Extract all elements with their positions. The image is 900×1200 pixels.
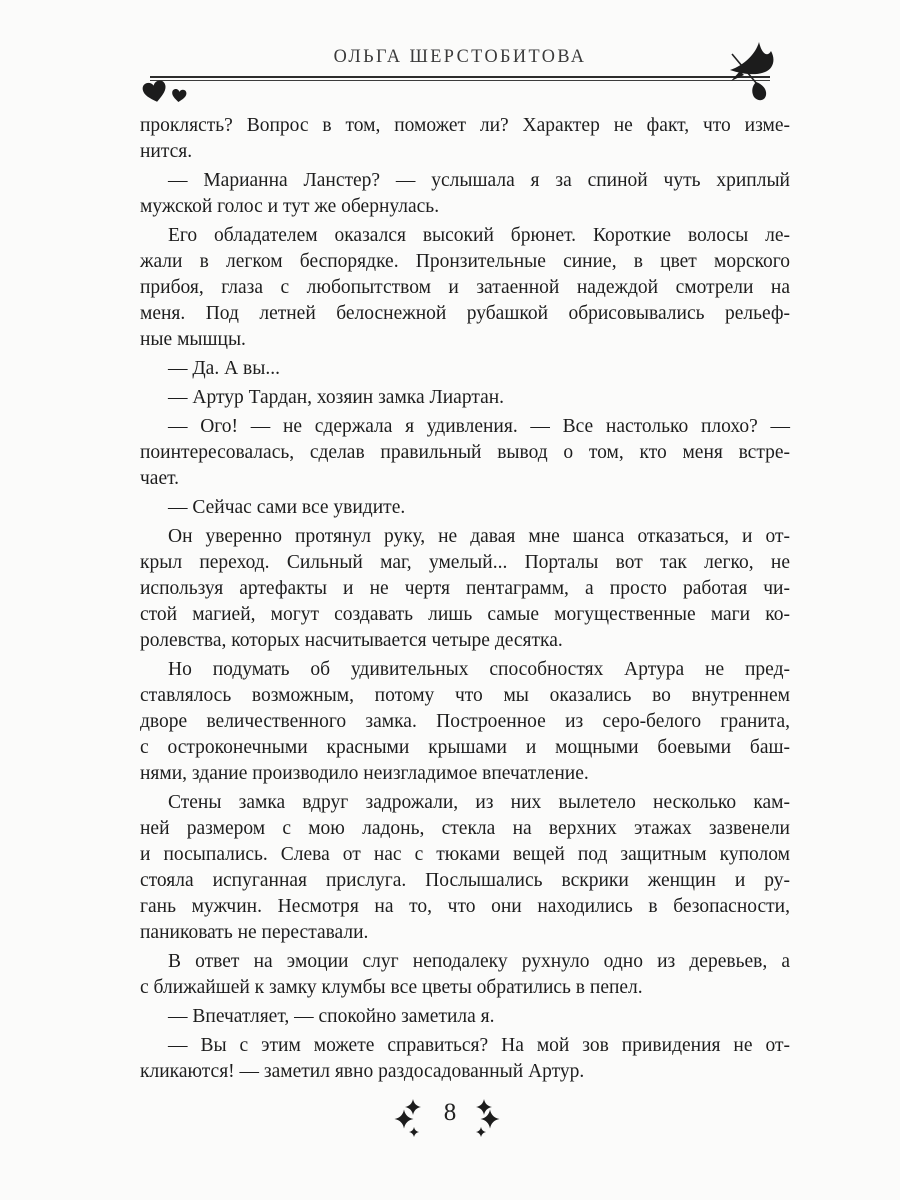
- text-line: чает.: [140, 468, 180, 489]
- two-hearts-icon: [142, 79, 190, 109]
- text-line: прибоя, глаза с любопытством и затаенной надеждой смотрели на: [140, 277, 790, 298]
- text-line: Его обладателем оказался высокий брюнет. Короткие волосы ле-: [168, 225, 790, 246]
- page-number: 8: [443, 1099, 457, 1126]
- text-line: и посыпались. Слева от нас с тюками вещей под защитным куполом: [140, 844, 790, 865]
- paragraph: [140, 385, 790, 411]
- text-line: Но подумать об удивительных способностях Артура не пред-: [168, 659, 790, 680]
- text-line: — Вы с этим можете справиться? На мой зов привидения не от-: [168, 1035, 790, 1056]
- text-line: с остроконечными красными крышами и мощными боевыми баш-: [140, 737, 790, 758]
- text-line: крыл переход. Сильный маг, умелый... Порталы вот так легко, не: [140, 552, 790, 573]
- text-line: стояла испуганная прислуга. Послышались вскрики женщин и ру-: [140, 870, 790, 891]
- paragraph: [140, 414, 790, 492]
- text-line: нями, здание производило неизгладимое впечатление.: [140, 763, 589, 784]
- text-line: поинтересовалась, сделав правильный вывод о том, кто меня встре-: [140, 442, 790, 463]
- sparkles-icon: [470, 1096, 506, 1140]
- paragraph: [140, 657, 790, 787]
- text-line: гань мужчин. Несмотря на то, что они находились в безопасности,: [140, 896, 790, 917]
- paragraph: [140, 495, 790, 521]
- text-line: — Марианна Ланстер? — услышала я за спиной чуть хриплый: [168, 170, 790, 191]
- paragraph: [140, 223, 790, 353]
- text-line: Стены замка вдруг задрожали, из них вылетело несколько кам-: [168, 792, 790, 813]
- paragraph: [140, 1033, 790, 1085]
- text-line: — Впечатляет, — спокойно заметила я.: [168, 1006, 495, 1027]
- text-line: ней размером с мою ладонь, стекла на верхних этажах зазвенели: [140, 818, 790, 839]
- text-line: используя артефакты и не чертя пентаграмм, а просто работая чи-: [140, 578, 790, 599]
- paragraph: [140, 168, 790, 220]
- text-line: — Да. А вы...: [168, 358, 280, 379]
- text-line: Он уверенно протянул руку, не давая мне шанса отказаться, и от-: [168, 526, 790, 547]
- text-line: с ближайшей к замку клумбы все цветы обратились в пепел.: [140, 977, 643, 998]
- paragraph: [140, 949, 790, 1001]
- paragraph: [140, 113, 790, 165]
- text-line: ные мышцы.: [140, 329, 246, 350]
- page-header-author: ОЛЬГА ШЕРСТОБИТОВА: [333, 46, 587, 67]
- text-line: — Ого! — не сдержала я удивления. — Все настолько плохо? —: [168, 416, 790, 437]
- text-line: — Сейчас сами все увидите.: [168, 497, 406, 518]
- text-line: кликаются! — заметил явно раздосадованный Артур.: [140, 1061, 585, 1082]
- paragraph: [140, 1004, 790, 1030]
- paragraph: [140, 524, 790, 654]
- text-line: В ответ на эмоции слуг неподалеку рухнуло одно из деревьев, а: [168, 951, 790, 972]
- text-line: стой магией, могут создавать лишь самые могущественные маги ко-: [140, 604, 790, 625]
- text-line: паниковать не переставали.: [140, 922, 369, 943]
- text-line: — Артур Тардан, хозяин замка Лиартан.: [168, 387, 505, 408]
- text-line: дворе величественного замка. Построенное из серо-белого гранита,: [140, 711, 790, 732]
- text-line: жали в легком беспорядке. Пронзительные синие, в цвет морского: [140, 251, 790, 272]
- witch-hat-icon: [722, 40, 780, 104]
- text-line: нится.: [140, 141, 193, 162]
- text-line: мужской голос и тут же обернулась.: [140, 196, 440, 217]
- text-line: меня. Под летней белоснежной рубашкой обрисовывались рельеф-: [140, 303, 790, 324]
- paragraph: [140, 356, 790, 382]
- text-line: проклясть? Вопрос в том, поможет ли? Характер не факт, что изме-: [140, 115, 790, 136]
- text-line: ролевства, которых насчитывается четыре десятка.: [140, 630, 563, 651]
- header-rule: [150, 76, 770, 81]
- text-line: ставлялось возможным, потому что мы оказались во внутреннем: [140, 685, 790, 706]
- text-block: [140, 113, 790, 1088]
- paragraph: [140, 790, 790, 946]
